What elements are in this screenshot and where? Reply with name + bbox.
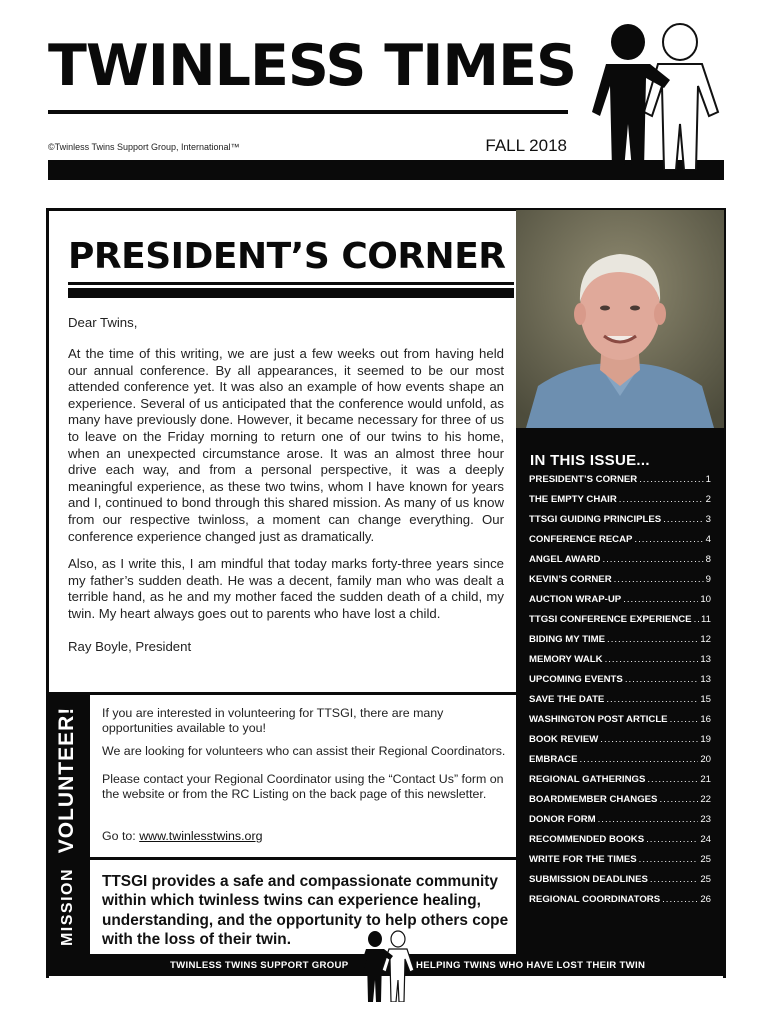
toc-item[interactable] bbox=[529, 874, 711, 894]
toc-leader-dots bbox=[639, 854, 699, 865]
toc-item-title: ANGEL AWARD bbox=[529, 554, 601, 565]
toc-leader-dots bbox=[663, 514, 703, 525]
presidents-corner-title: PRESIDENT’S CORNER bbox=[68, 236, 506, 277]
in-this-issue-panel bbox=[516, 428, 724, 954]
toc-item-title: DONOR FORM bbox=[529, 814, 596, 825]
toc-item-page: 13 bbox=[700, 674, 711, 685]
goto-label: Go to: bbox=[102, 829, 140, 843]
toc-leader-dots bbox=[694, 614, 699, 625]
copyright-line: ©Twinless Twins Support Group, International™ bbox=[48, 142, 240, 152]
toc-item-page: 13 bbox=[700, 654, 711, 665]
letter-signature: Ray Boyle, President bbox=[68, 639, 192, 654]
twin-figures-icon bbox=[354, 930, 418, 1002]
mission-side-bar bbox=[46, 860, 90, 954]
toc-item[interactable] bbox=[529, 474, 711, 494]
toc-leader-dots bbox=[662, 894, 698, 905]
footer-tagline: HELPING TWINS WHO HAVE LOST THEIR TWIN bbox=[416, 960, 646, 971]
toc-item-page: 4 bbox=[705, 534, 711, 545]
title-rule bbox=[68, 282, 514, 285]
volunteer-goto bbox=[102, 829, 506, 844]
toc-leader-dots bbox=[670, 714, 699, 725]
toc-leader-dots bbox=[580, 754, 699, 765]
toc-item-page: 25 bbox=[700, 874, 711, 885]
toc-item[interactable] bbox=[529, 754, 711, 774]
twin-figures-icon bbox=[578, 20, 728, 170]
toc-item[interactable] bbox=[529, 674, 711, 694]
toc-item-title: CONFERENCE RECAP bbox=[529, 534, 633, 545]
toc-leader-dots bbox=[605, 654, 699, 665]
toc-item-title: WRITE FOR THE TIMES bbox=[529, 854, 637, 865]
toc-item[interactable] bbox=[529, 814, 711, 834]
toc-leader-dots bbox=[619, 494, 704, 505]
toc-item-title: BOOK REVIEW bbox=[529, 734, 599, 745]
toc-item-page: 12 bbox=[700, 634, 711, 645]
toc-item-title: THE EMPTY CHAIR bbox=[529, 494, 617, 505]
toc-item-page: 23 bbox=[700, 814, 711, 825]
toc-item-page: 21 bbox=[700, 774, 711, 785]
toc-item-title: BOARDMEMBER CHANGES bbox=[529, 794, 658, 805]
volunteer-paragraph: If you are interested in volunteering for TTSGI, there are many opportunities available to you! bbox=[102, 706, 444, 735]
newsletter-title: TWINLESS TIMES bbox=[48, 33, 577, 99]
president-photo bbox=[516, 210, 724, 428]
toc-leader-dots bbox=[607, 634, 698, 645]
toc-item-page: 9 bbox=[705, 574, 711, 585]
toc-leader-dots bbox=[647, 774, 698, 785]
toc-item-page: 3 bbox=[705, 514, 711, 525]
toc-item[interactable] bbox=[529, 554, 711, 574]
toc-item-title: TTSGI GUIDING PRINCIPLES bbox=[529, 514, 662, 525]
toc-item[interactable] bbox=[529, 714, 711, 734]
toc-leader-dots bbox=[634, 534, 703, 545]
toc-leader-dots bbox=[623, 594, 698, 605]
toc-item[interactable] bbox=[529, 634, 711, 654]
toc-item[interactable] bbox=[529, 834, 711, 854]
toc-item[interactable] bbox=[529, 574, 711, 594]
toc-item-page: 25 bbox=[700, 854, 711, 865]
toc-item-title: KEVIN’S CORNER bbox=[529, 574, 612, 585]
toc-item-title: WASHINGTON POST ARTICLE bbox=[529, 714, 668, 725]
website-link[interactable]: www.twinlesstwins.org bbox=[139, 829, 263, 843]
toc-leader-dots bbox=[650, 874, 698, 885]
title-rule-thick bbox=[68, 288, 514, 298]
volunteer-heading: VOLUNTEER! bbox=[55, 706, 78, 854]
toc-item[interactable] bbox=[529, 494, 711, 514]
toc-item-title: RECOMMENDED BOOKS bbox=[529, 834, 645, 845]
toc-list bbox=[529, 474, 711, 914]
footer-org-name: TWINLESS TWINS SUPPORT GROUP bbox=[170, 960, 349, 971]
toc-item[interactable] bbox=[529, 774, 711, 794]
toc-item-title: PRESIDENT’S CORNER bbox=[529, 474, 638, 485]
toc-item[interactable] bbox=[529, 794, 711, 814]
toc-item-title: REGIONAL COORDINATORS bbox=[529, 894, 661, 905]
toc-item[interactable] bbox=[529, 514, 711, 534]
letter-greeting: Dear Twins, bbox=[68, 315, 138, 330]
toc-item-title: AUCTION WRAP-UP bbox=[529, 594, 622, 605]
toc-heading: IN THIS ISSUE... bbox=[530, 452, 650, 469]
toc-item-title: EMBRACE bbox=[529, 754, 578, 765]
toc-leader-dots bbox=[639, 474, 703, 485]
toc-item-title: REGIONAL GATHERINGS bbox=[529, 774, 646, 785]
toc-leader-dots bbox=[598, 814, 699, 825]
toc-item-title: BIDING MY TIME bbox=[529, 634, 606, 645]
toc-leader-dots bbox=[600, 734, 698, 745]
toc-item-page: 15 bbox=[700, 694, 711, 705]
toc-item-page: 1 bbox=[705, 474, 711, 485]
toc-item-page: 2 bbox=[705, 494, 711, 505]
toc-leader-dots bbox=[659, 794, 698, 805]
toc-leader-dots bbox=[625, 674, 699, 685]
toc-item[interactable] bbox=[529, 614, 711, 634]
toc-item[interactable] bbox=[529, 734, 711, 754]
toc-item-page: 22 bbox=[700, 794, 711, 805]
mission-heading: MISSION bbox=[59, 867, 76, 947]
toc-leader-dots bbox=[646, 834, 698, 845]
toc-item[interactable] bbox=[529, 894, 711, 914]
toc-item-title: TTGSI CONFERENCE EXPERIENCE bbox=[529, 614, 692, 625]
toc-item-title: MEMORY WALK bbox=[529, 654, 603, 665]
masthead-rule bbox=[48, 110, 568, 114]
toc-item-title: UPCOMING EVENTS bbox=[529, 674, 623, 685]
toc-item-page: 11 bbox=[701, 614, 711, 625]
volunteer-paragraph: We are looking for volunteers who can assist their Regional Coordinators. bbox=[102, 744, 506, 758]
toc-item-page: 26 bbox=[700, 894, 711, 905]
toc-item[interactable] bbox=[529, 654, 711, 674]
toc-item[interactable] bbox=[529, 694, 711, 714]
toc-item-title: SAVE THE DATE bbox=[529, 694, 605, 705]
letter-paragraph: Also, as I write this, I am mindful that today marks forty-three years since my father’s sudden death. He was a decent, family man who was dealt a terrible hand, as he and my mother faced the sudden death of a child, my twin. My heart always goes out to parents who have lost a child. bbox=[68, 556, 504, 621]
volunteer-paragraph: Please contact your Regional Coordinator using the “Contact Us” form on the website or from the RC Listing on the back page of this newsletter. bbox=[102, 772, 504, 801]
toc-item[interactable] bbox=[529, 854, 711, 874]
toc-leader-dots bbox=[606, 694, 698, 705]
toc-item-page: 24 bbox=[700, 834, 711, 845]
toc-item-title: SUBMISSION DEADLINES bbox=[529, 874, 648, 885]
toc-item-page: 20 bbox=[700, 754, 711, 765]
letter-paragraph: At the time of this writing, we are just a few weeks out from having held our annual conference. By all appearances, it seemed to be our most attended conference yet. It was also an example of how events shape an experience. Several of us anticipated that the conference would unfold, as many have previously done. However, it became necessary for three of us to leave on the Friday morning to return one of our twins to his home, when an unexpected circumstance arose. It was an almost three hour drive each way, and from a personal perspective, it was a deeply meaningful experience, as these two twins, whom I have known for years and I, continued to bond through this shared mission. As many of us know from our respective twinloss, a moment can change everything. Our conference experience changed just as dramatically. bbox=[68, 346, 504, 544]
toc-leader-dots bbox=[614, 574, 704, 585]
mission-statement: TTSGI provides a safe and compassionate community within which twinless twins can experience healing, understanding, and the opportunity to help others cope with the loss of their twin. bbox=[102, 873, 509, 948]
toc-item[interactable] bbox=[529, 534, 711, 554]
toc-item[interactable] bbox=[529, 594, 711, 614]
toc-leader-dots bbox=[602, 554, 703, 565]
toc-item-page: 19 bbox=[700, 734, 711, 745]
toc-item-page: 8 bbox=[705, 554, 711, 565]
toc-item-page: 10 bbox=[700, 594, 711, 605]
toc-item-page: 16 bbox=[700, 714, 711, 725]
issue-date: FALL 2018 bbox=[485, 136, 567, 155]
